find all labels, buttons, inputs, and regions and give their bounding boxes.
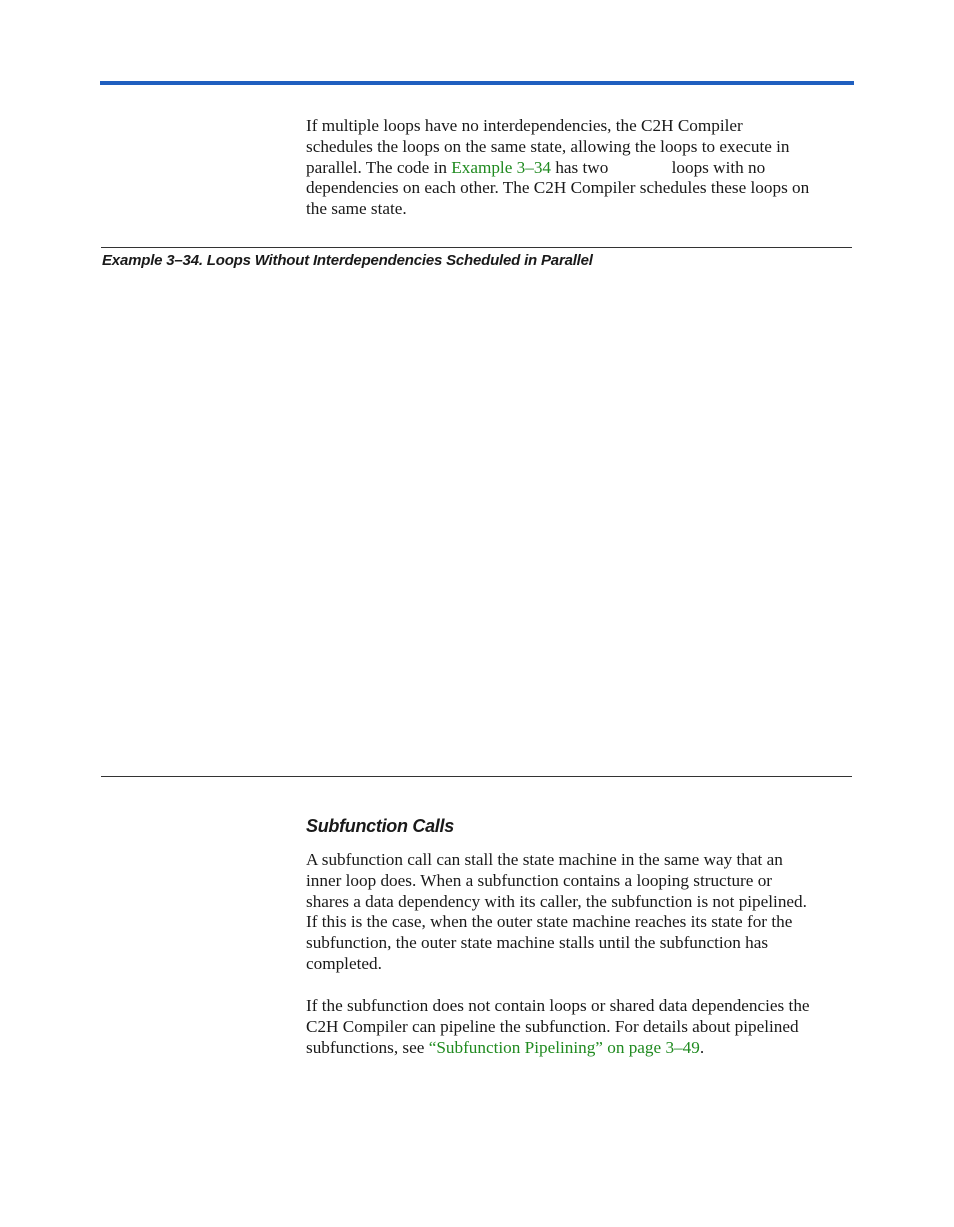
example-caption: Example 3–34. Loops Without Interdependencies Scheduled in Parallel <box>102 252 593 269</box>
intro-line-3-start: parallel. The code in <box>306 157 452 177</box>
subfunction-pipelining-link[interactable]: “Subfunction Pipelining” on page 3–49 <box>428 1037 700 1057</box>
para1-line-2: inner loop does. When a subfunction contains a looping structure or <box>306 870 773 890</box>
intro-line-3-end: loops with no <box>671 157 766 177</box>
para1-line-5: subfunction, the outer state machine stalls until the subfunction has <box>306 933 769 953</box>
para1-line-1: A subfunction call can stall the state machine in the same way that an <box>306 850 783 869</box>
para1-line-6: completed. <box>306 953 382 973</box>
intro-line-3-mid: has two <box>551 157 613 177</box>
para1-line-4: If this is the case, when the outer state machine reaches its state for the <box>306 912 793 932</box>
intro-line-4: dependencies on each other. The C2H Compiler schedules these loops on <box>306 178 810 198</box>
subfunction-paragraph-1 <box>306 850 854 975</box>
intro-paragraph <box>306 116 854 220</box>
para2-line-2: C2H Compiler can pipeline the subfunction. For details about pipelined <box>306 1016 799 1036</box>
example-code-area <box>102 280 852 770</box>
section-heading: Subfunction Calls <box>306 816 454 836</box>
example-top-rule <box>101 247 852 248</box>
header-rule <box>100 81 854 85</box>
intro-line-1: If multiple loops have no interdependencies, the C2H Compiler <box>306 116 743 135</box>
example-3-34-link[interactable]: Example 3–34 <box>451 157 552 177</box>
para2-line-1: If the subfunction does not contain loops or shared data dependencies the <box>306 996 810 1015</box>
para2-line-3-start: subfunctions, see <box>306 1037 429 1057</box>
intro-line-2: schedules the loops on the same state, allowing the loops to execute in <box>306 136 790 156</box>
intro-line-5: the same state. <box>306 199 407 219</box>
subfunction-paragraph-2 <box>306 996 854 1058</box>
para2-line-3-end: . <box>699 1037 705 1057</box>
example-bottom-rule <box>101 776 852 777</box>
para1-line-3: shares a data dependency with its caller, the subfunction is not pipelined. <box>306 891 807 911</box>
